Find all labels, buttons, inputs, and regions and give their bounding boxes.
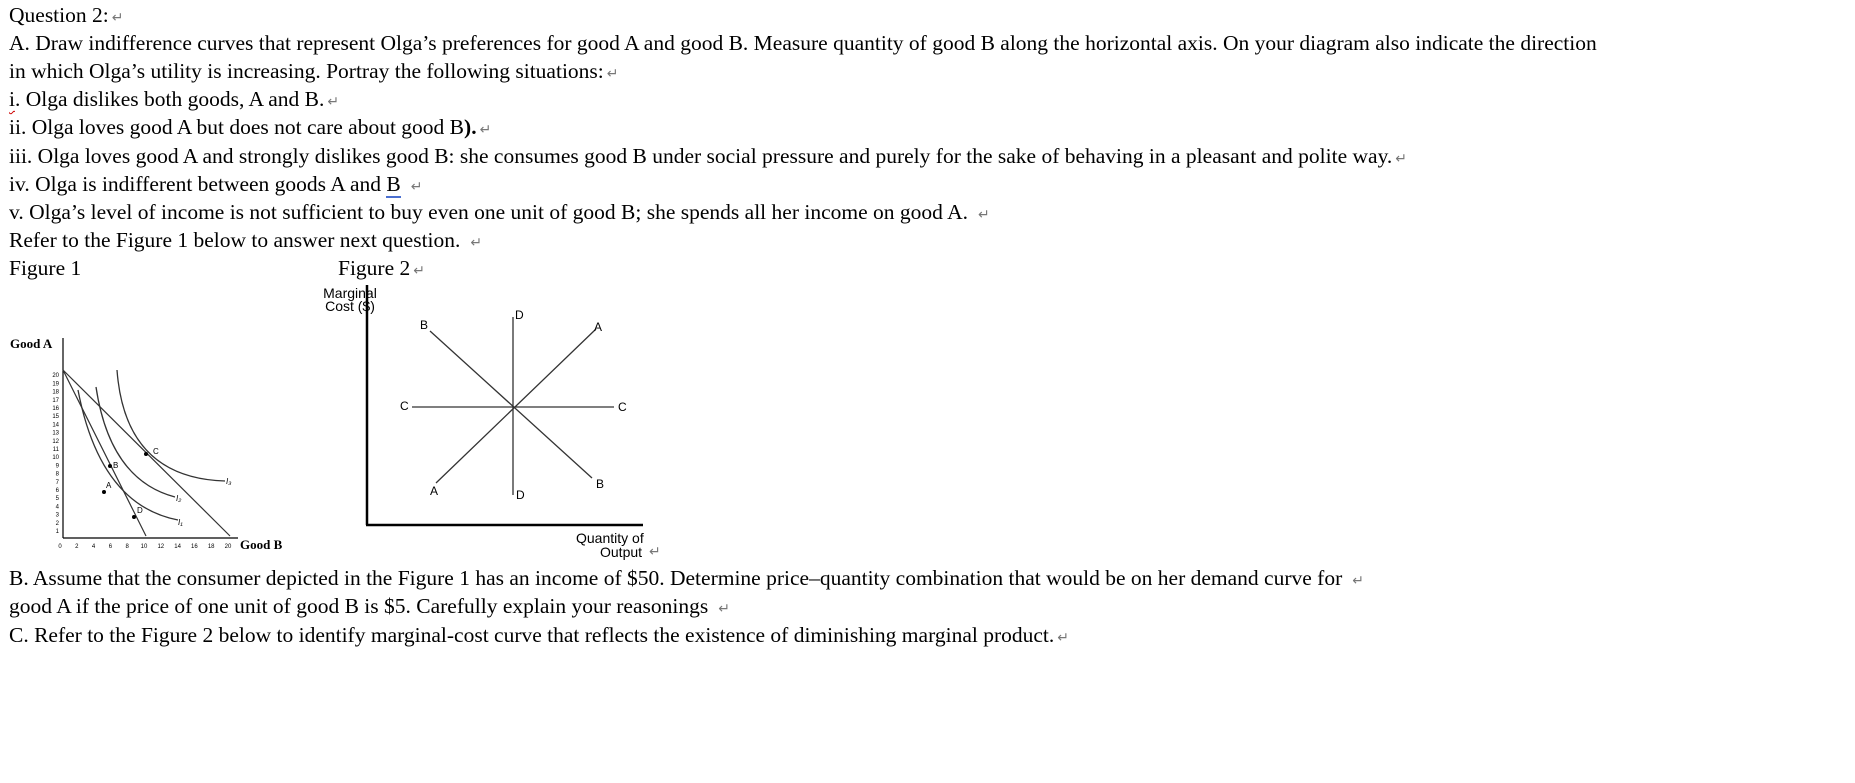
- curve-a-label-top: A: [594, 320, 603, 334]
- figure1-y-tick-label: 17: [52, 397, 59, 404]
- figure1-y-tick-label: 10: [52, 455, 59, 462]
- point-b-marker: [108, 464, 112, 468]
- curve-label-i3: I₃: [226, 477, 232, 486]
- question-title: Question 2: ↵: [9, 3, 124, 27]
- figure1-y-tick-label: 18: [52, 389, 59, 396]
- figure1-y-tick-label: 20: [52, 373, 59, 380]
- item-i: i. Olga dislikes both goods, A and B. ↵: [9, 87, 340, 111]
- curve-c-label-right: C: [618, 400, 627, 414]
- figure1-x-tick-label: 12: [157, 544, 165, 550]
- figure1-y-ticks: [52, 373, 59, 535]
- figure2-caption: Figure 2 ↵: [338, 256, 425, 280]
- figure1-y-tick-label: 6: [55, 488, 59, 494]
- figure1-y-tick-label: 14: [52, 422, 59, 429]
- figure1-y-tick-label: 12: [52, 438, 59, 445]
- figure2-ylabel-line2: Cost ($): [325, 298, 375, 314]
- point-a-marker: [102, 490, 106, 494]
- figure1-x-tick-label: 10: [140, 544, 148, 550]
- curve-label-i2: I₂: [176, 494, 182, 503]
- figure1-y-tick-label: 15: [52, 414, 59, 421]
- refer-line: Refer to the Figure 1 below to answer next question. ↵: [9, 228, 483, 252]
- curve-d-label-bottom: D: [516, 488, 525, 502]
- curve-label-i1: I₁: [178, 518, 183, 527]
- figure1-y-tick-label: 11: [52, 447, 59, 453]
- figure2-xlabel-line1: Quantity of: [576, 530, 644, 546]
- part-a-line1: A. Draw indifference curves that represent Olga’s preferences for good A and good B. Measure quantity of good B along the horizontal axis. On your diagram also indicate the direction: [9, 31, 1597, 55]
- figure1-y-tick-label: 9: [55, 463, 59, 470]
- figure1-y-tick-label: 19: [52, 381, 59, 388]
- figure1-y-tick-label: 8: [55, 471, 59, 478]
- point-b-label: B: [113, 461, 119, 470]
- figure2-xlabel-line2: Output: [600, 544, 643, 560]
- figure2-ylabel: [300, 283, 380, 323]
- figure1-x-tick-label: 20: [224, 544, 232, 550]
- figure2-return-mark: ↵: [649, 544, 661, 560]
- figure1-y-tick-label: 4: [55, 504, 59, 511]
- curve-b-label-bottom: B: [596, 477, 605, 491]
- figure1-y-tick-label: 1: [55, 529, 59, 535]
- figure1-y-tick-label: 3: [55, 512, 59, 519]
- curve-b-label-top: B: [420, 318, 429, 332]
- curve-a-label-bottom: A: [430, 484, 439, 498]
- part-b-line1: B. Assume that the consumer depicted in the Figure 1 has an income of $50. Determine price–quantity combination that would be on her demand curve for ↵: [9, 566, 1364, 590]
- curve-b-line: [430, 331, 592, 478]
- figure1-x-tick-label: 14: [174, 544, 181, 550]
- figure1-caption: Figure 1: [9, 256, 82, 280]
- figure1-x-tick-label: 18: [207, 544, 215, 550]
- figure1-x-tick-label: 6: [108, 544, 113, 550]
- figure1-x-tick-label: 0: [58, 544, 62, 550]
- figure1-y-tick-label: 13: [52, 430, 59, 437]
- figure1-y-tick-label: 5: [55, 496, 59, 503]
- figure1-y-tick-label: 16: [52, 406, 59, 412]
- indifference-curve-i3: [117, 370, 225, 481]
- item-iii: iii. Olga loves good A and strongly dislikes good B: she consumes good B under social pressure and purely for the sake of behaving in a pleasant and polite way. ↵: [9, 144, 1408, 168]
- part-a-line2: in which Olga’s utility is increasing. Portray the following situations: ↵: [9, 59, 619, 83]
- figure2-ylabel-line1: Marginal: [323, 285, 377, 301]
- point-d-label: D: [137, 506, 143, 515]
- item-iv: iv. Olga is indifferent between goods A and B ↵: [9, 172, 423, 196]
- point-a-label: A: [106, 481, 112, 490]
- figure1-xlabel: Good B: [240, 537, 283, 552]
- part-c-line: C. Refer to the Figure 2 below to identify marginal-cost curve that reflects the existence of diminishing marginal product. ↵: [9, 623, 1069, 647]
- item-v: v. Olga’s level of income is not sufficient to buy even one unit of good B; she spends all her income on good A. ↵: [9, 200, 990, 224]
- figure1-x-ticks: [58, 544, 232, 550]
- figure1-y-tick-label: 7: [55, 479, 59, 486]
- figure1-x-tick-label: 16: [191, 544, 198, 550]
- figure1-y-tick-label: 2: [55, 520, 59, 527]
- point-c-marker: [144, 452, 148, 456]
- figure2-marginal-cost-diagram: [360, 308, 680, 563]
- curve-c-label-left: C: [400, 399, 409, 413]
- figure1-x-tick-label: 4: [91, 544, 96, 550]
- figure1-ylabel: Good A: [10, 336, 53, 351]
- budget-line-2: [63, 370, 146, 536]
- point-c-label: C: [153, 447, 159, 456]
- curve-d-label-top: D: [515, 308, 524, 322]
- point-d-marker: [132, 515, 136, 519]
- item-ii: ii. Olga loves good A but does not care about good B). ↵: [9, 115, 492, 139]
- figure1-indifference-diagram: [0, 330, 310, 560]
- part-b-line2: good A if the price of one unit of good B is $5. Carefully explain your reasonings ↵: [9, 594, 730, 618]
- figure1-x-tick-label: 8: [125, 544, 129, 550]
- figure1-x-tick-label: 2: [75, 544, 79, 550]
